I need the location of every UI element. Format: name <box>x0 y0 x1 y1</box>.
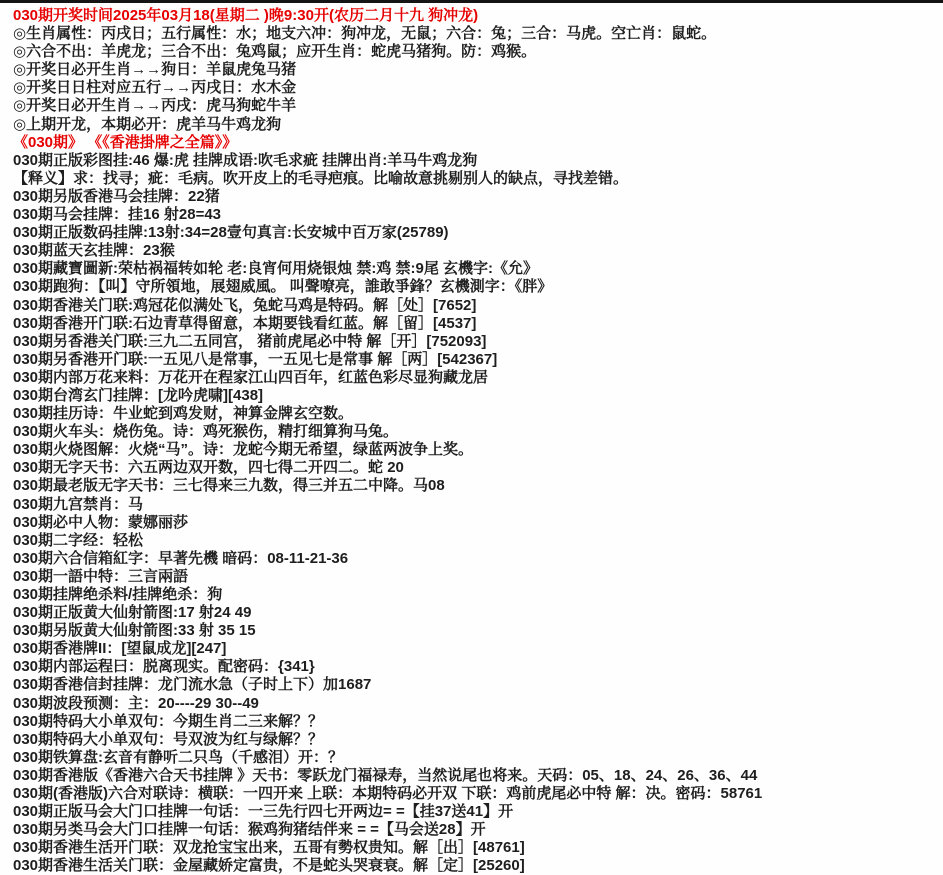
text-line: 030期最老版无字天书：三七得来三九数，得三并五二中降。马08 <box>13 477 445 495</box>
text-line: 030期铁算盘:玄音有静听二只鸟（千感泪）开：？ <box>13 748 344 766</box>
text-line: 030期正版彩图挂:46 爆:虎 挂牌成语:吹毛求疵 挂牌出肖:羊马牛鸡龙狗 <box>13 151 478 169</box>
text-line: 030期正版马会大门口挂牌一句话：一三先行四七开两边= =【挂37送41】开 <box>13 803 514 821</box>
text-line: 030期内部运程曰：脱离现实。配密码：{341} <box>13 658 315 676</box>
text-line: 030期二字经：轻松 <box>13 531 144 549</box>
text-line: 030期马会挂牌：挂16 射28=43 <box>13 206 222 224</box>
text-line: 030期另版黄大仙射箭图:33 射 35 15 <box>13 622 256 640</box>
text-line: ◎上期开龙，本期必开：虎羊马牛鸡龙狗 <box>13 115 282 133</box>
text-line: 030期正版数码挂牌:13射:34=28壹句真言:长安城中百万家(25789) <box>13 224 449 242</box>
tips-line-list <box>13 7 937 875</box>
highlight-text-line: 030期开奖时间2025年03月18(星期二 )晚9:30开(农历二月十九 狗冲龙) <box>13 7 479 24</box>
text-line: 030期波段预测：主：20----29 30--49 <box>13 694 259 712</box>
text-line: 030期香港版《香港六合天书挂牌 》天书：零跃龙门福禄寿，当然说尾也将来。天码：05、18、24、26、36、44 <box>13 766 758 784</box>
text-line: 030期另类马会大门口挂牌一句话：猴鸡狗猪结伴来 = =【马会送28】开 <box>13 821 486 839</box>
text-line: 030期特码大小单双句：号双波为红与绿解？？ <box>13 730 324 748</box>
text-line: 030期台湾玄门挂牌：[龙吟虎啸][438] <box>13 386 264 404</box>
text-line: 【释义】求：找寻；疵：毛病。吹开皮上的毛寻疤痕。比喻故意挑剔别人的缺点，寻找差错。 <box>13 169 629 187</box>
text-line: 030期九宫禁肖：马 <box>13 495 144 513</box>
text-line: ◎开奖日必开生肖→→狗日：羊鼠虎兔马猪 <box>13 61 297 79</box>
text-line: 030期一語中特：三言兩語 <box>13 567 189 585</box>
text-line: 030期无字天书：六五两边双开数，四七得二开四二。蛇 20 <box>13 459 404 477</box>
text-line: ◎六合不出：羊虎龙；三合不出：兔鸡鼠；应开生肖：蛇虎马猪狗。防：鸡猴。 <box>13 43 537 61</box>
text-line: 030期六合信箱紅字：早著先機 暗码：08-11-21-36 <box>13 549 349 567</box>
text-line: 030期火烧图解：火烧“马”。诗：龙蛇今期无希望，绿蓝两波争上奖。 <box>13 441 474 459</box>
text-line: 030期香港关门联:鸡冠花似满处飞，兔蛇马鸡是特码。解［处］[7652] <box>13 296 477 314</box>
text-line: 030期跑狗：【叫】守所領地，展翅威風。 叫聲嘹亮，誰敢爭鋒？玄機測字：《胖》 <box>13 278 553 296</box>
text-line: ◎开奖日日柱对应五行→→丙戌日：水木金 <box>13 79 297 97</box>
text-line: 030期另版香港马会挂牌：22猪 <box>13 187 220 205</box>
text-line: 030期正版黄大仙射箭图:17 射24 49 <box>13 604 252 622</box>
text-line: 030期香港牌II：[望鼠成龙][247] <box>13 640 227 658</box>
text-line: 030期香港开门联:石边青草得留意，本期要钱看红蓝。解［留］[4537] <box>13 314 477 332</box>
text-line: 030期挂牌绝杀料/挂牌绝杀：狗 <box>13 586 223 603</box>
text-line: ◎生肖属性：丙戌日；五行属性：水；地支六冲：狗冲龙，无鼠；六合：兔；三合：马虎。空亡肖：鼠蛇。 <box>13 25 717 43</box>
text-line: 030期香港生活关门联：金屋藏娇定富贵，不是蛇头哭衰衰。解［定］[25260] <box>13 857 525 875</box>
highlight-text-line: 《030期》 《《香港掛牌之全篇》》 <box>13 133 238 151</box>
text-line: 030期特码大小单双句：今期生肖二三来解？？ <box>13 712 324 730</box>
text-line: 030期内部万花来料：万花开在程家江山四百年，红蓝色彩尽显狗藏龙居 <box>13 368 489 386</box>
text-line: 030期必中人物：蒙娜丽莎 <box>13 513 189 531</box>
text-line: 030期另香港开门联:一五见八是常事，一五见七是常事 解［两］[542367] <box>13 350 498 368</box>
text-line: 030期香港生活开门联：双龙抢宝宝出来，五哥有勢权贵知。解［出］[48761] <box>13 839 525 857</box>
text-line: 030期另香港关门联:三九二五同宫， 猪前虎尾必中特 解［开］[752093] <box>13 332 487 350</box>
text-line: 030期香港信封挂牌：龙门流水急（子时上下）加1687 <box>13 676 372 694</box>
text-line: 030期藏寶圖新:荣枯祸福转如轮 老:良宵何用烧银烛 禁:鸡 禁:9尾 玄機字:《允》 <box>13 260 539 278</box>
text-line: 030期火车头：烧伤兔。诗：鸡死猴伤，精打细算狗马兔。 <box>13 423 399 441</box>
text-line: ◎开奖日必开生肖→→丙戌：虎马狗蛇牛羊 <box>13 97 297 115</box>
text-line: 030期挂历诗：牛业蛇到鸡发财，神算金牌玄空数。 <box>13 405 354 423</box>
text-line: 030期(香港版)六合对联诗：横联：一四开来 上联：本期特码必开双 下联：鸡前虎尾必中特 解：决。密码：58761 <box>13 785 763 803</box>
text-line: 030期蓝天玄挂牌：23猴 <box>13 242 175 260</box>
